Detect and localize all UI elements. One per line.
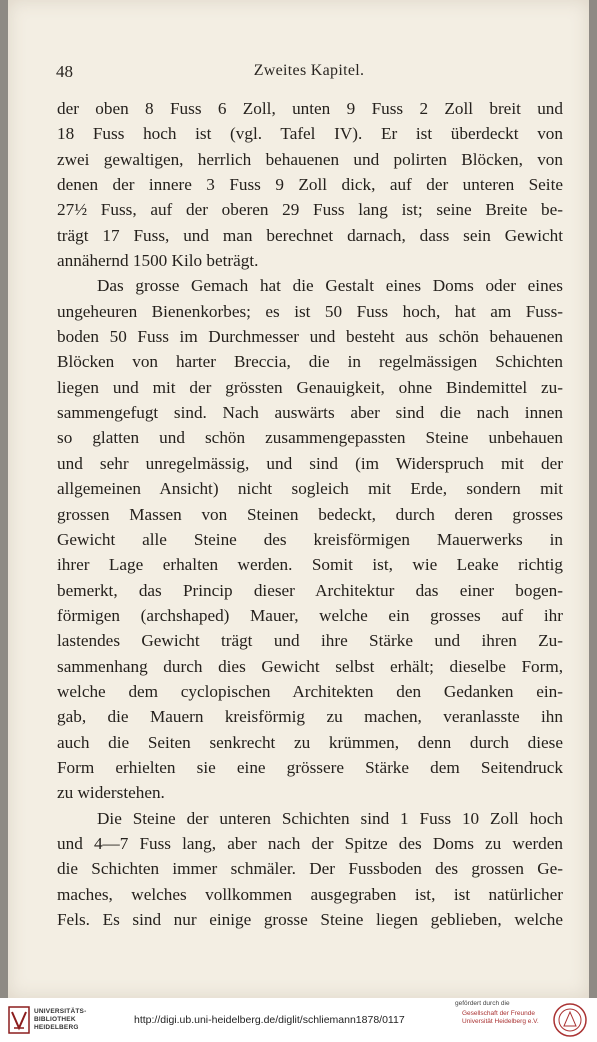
text-line: förmigen (archshaped) Mauer, welche ein grosses auf ihr (57, 605, 563, 625)
text-line: ihrer Lage erhalten werden. Somit ist, wie Leake richtig (57, 555, 563, 575)
text-line: gab, die Mauern kreisförmig zu machen, veranlasste ihn (57, 707, 563, 727)
text-line: welche dem cyclopischen Architekten den Gedanken ein- (57, 681, 563, 701)
text-line: denen der innere 3 Fuss 9 Zoll dick, auf der unteren Seite (57, 175, 563, 195)
text-line: Gewicht alle Steine des kreisförmigen Mauerwerks in (57, 529, 563, 549)
library-name: UNIVERSITÄTS- BIBLIOTHEK HEIDELBERG (34, 1008, 87, 1031)
text-line: zwei gewaltigen, herrlich behauenen und polirten Blöcken, von (57, 149, 563, 169)
footer-bar (0, 998, 597, 1042)
text-line: ungeheuren Bienenkorbes; es ist 50 Fuss hoch, hat am Fuss- (57, 301, 563, 321)
text-line: der oben 8 Fuss 6 Zoll, unten 9 Fuss 2 Zoll breit und (57, 99, 563, 118)
text-line: maches, welches vollkommen ausgegraben ist, ist natürlicher (57, 884, 563, 904)
text-line: annähernd 1500 Kilo beträgt. (57, 251, 259, 271)
permalink-url[interactable]: http://digi.ub.uni-heidelberg.de/diglit/schliemann1878/0117 (134, 1014, 405, 1026)
text-line: Das grosse Gemach hat die Gestalt eines Doms oder eines (97, 276, 563, 296)
text-line: die Schichten immer schmäler. Der Fussboden des grossen Ge- (57, 859, 563, 879)
text-line: 27½ Fuss, auf der oberen 29 Fuss lang ist; seine Breite be- (57, 200, 563, 220)
text-line: Fels. Es sind nur einige grosse Steine liegen geblieben, welche (57, 910, 563, 929)
text-line: auch die Seiten senkrecht zu krümmen, denn durch diese (57, 732, 563, 752)
text-line: liegen und mit der grössten Genauigkeit, ohne Bindemittel zu- (57, 377, 563, 397)
text-line: sammenhang durch dies Gewicht selbst erhält; dieselbe Form, (57, 656, 563, 676)
page-number: 48 (56, 62, 73, 81)
text-line: zu widerstehen. (57, 783, 165, 803)
text-line: und 4—7 Fuss lang, aber nach der Spitze des Doms zu werden (57, 833, 563, 853)
text-line: boden 50 Fuss im Durchmesser und besteht aus schön behauenen (57, 327, 563, 347)
text-line: Form erhielten sie eine grössere Stärke dem Seitendruck (57, 757, 563, 777)
library-logo-icon (8, 1006, 30, 1034)
text-line: und sehr unregelmässig, und sind (im Widerspruch mit der (57, 453, 563, 473)
text-line: trägt 17 Fuss, und man berechnet darnach, dass sein Gewicht (57, 225, 563, 245)
text-line: Die Steine der unteren Schichten sind 1 Fuss 10 Zoll hoch (97, 808, 563, 828)
text-line: bemerkt, das Princip dieser Architektur das einer bogen- (57, 580, 563, 600)
body-text (57, 96, 563, 932)
running-head: Zweites Kapitel. (253, 62, 365, 79)
text-line: Blöcken von harter Breccia, die in regelmässigen Schichten (57, 352, 563, 372)
text-line: allgemeinen Ansicht) nicht sogleich mit Erde, sondern mit (57, 479, 563, 499)
sponsor-name: Gesellschaft der Freunde Universität Heidelberg e.V. (462, 1010, 539, 1025)
text-line: sammengefugt sind. Nach auswärts aber sind die nach innen (57, 403, 563, 423)
page-header (56, 62, 562, 88)
text-line: 18 Fuss hoch ist (vgl. Tafel IV). Er ist überdeckt von (57, 124, 563, 144)
text-line: lastendes Gewicht trägt und ihre Stärke und ihren Zu- (57, 631, 563, 651)
sponsor-label: gefördert durch die (455, 1000, 510, 1007)
scanned-page (8, 0, 589, 998)
text-line: grossen Massen von Steinen bedeckt, durch deren grosses (57, 504, 563, 524)
university-seal-icon (552, 1002, 588, 1038)
text-line: so glatten und schön zusammengepassten Steine unbehauen (57, 428, 563, 448)
